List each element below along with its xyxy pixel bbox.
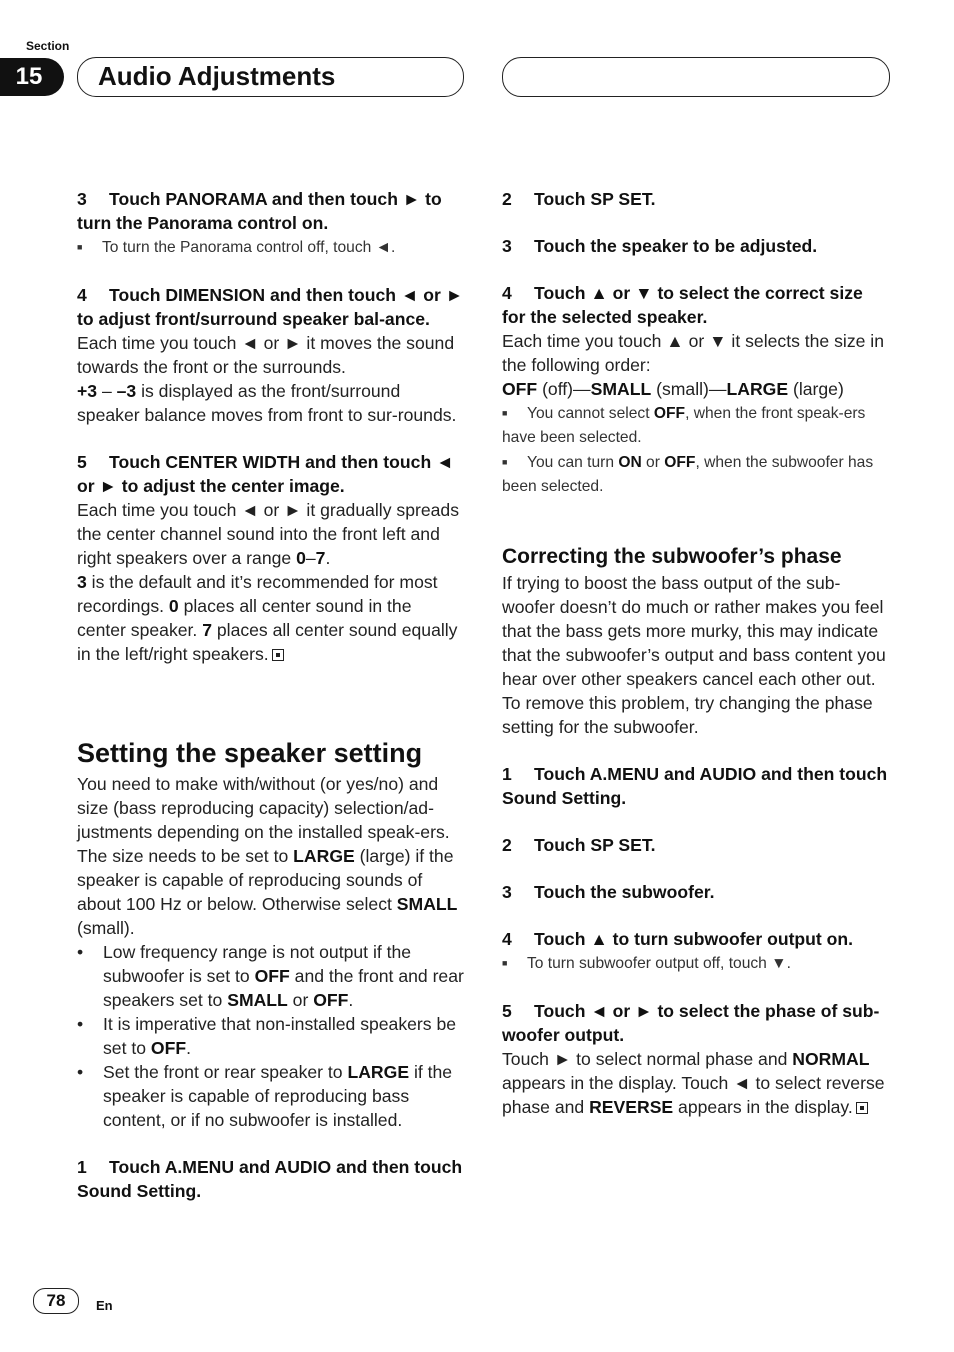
page-number: 78 (33, 1288, 79, 1314)
bullet-non-installed: • It is imperative that non-installed speakers be set to OFF. (77, 1014, 457, 1058)
heading-subwoofer-phase: Correcting the subwoofer’s phase (502, 545, 842, 568)
phase-body: Touch ► to select normal phase and NORMAL appears in the display. Touch ◄ to select reverse phase and REVERSE appears in the display. (502, 1049, 885, 1117)
bullet-set-large: • Set the front or rear speaker to LARGE if the speaker is capable of reproducing bass content, or if no subwoofer is installed. (77, 1062, 453, 1130)
note-panorama-off: ■ To turn the Panorama control off, touch ◄. (77, 239, 396, 256)
note-subwoofer-off: ■ To turn subwoofer output off, touch ▼. (502, 955, 791, 972)
phase-step-2: 2 Touch SP SET. (502, 835, 656, 855)
size-body: Each time you touch ▲ or ▼ it selects the size in the following order: OFF (off)—SMALL (small)—LARGE (large) (502, 331, 884, 399)
section-label: Section (26, 39, 70, 53)
dimension-body: Each time you touch ◄ or ► it moves the sound towards the front or the surrounds. +3 – –3 is displayed as the front/surround speaker balance moves from front to sur-rounds. (77, 333, 457, 425)
center-width-body: Each time you touch ◄ or ► it gradually spreads the center channel sound into the front left and right speakers over a range 0–7. 3 is the default and it’s recommended for most recordings. 0 places all center sound in the center speaker. 7 places all center sound equally in the left/right speakers. (77, 500, 459, 664)
speaker-setting-intro: You need to make with/without (or yes/no) and size (bass reproducing capacity) selection/ad-justments depending on the installed speak-ers. The size needs to be set to LARGE (large) if the speaker is capable of reproducing sounds of about 100 Hz or below. Otherwise select SMALL (small). (77, 774, 458, 938)
phase-step-4: 4 Touch ▲ to turn subwoofer output on. (502, 929, 854, 949)
subwoofer-phase-intro: If trying to boost the bass output of the sub-woofer doesn’t do much or rather makes you feel that the bass gets more murky, this may indicate that the subwoofer’s output and bass content you hear over other speakers cancel each other out. To remove this problem, try changing the phase setting for the subwoofer. (502, 573, 886, 737)
step-1-amenu: 1 Touch A.MENU and AUDIO and then touch Sound Setting. (77, 1157, 463, 1201)
step-2-sp-set: 2 Touch SP SET. (502, 189, 656, 209)
phase-step-3: 3 Touch the subwoofer. (502, 882, 715, 902)
language-code: En (96, 1298, 113, 1313)
step-5-center-width: 5 Touch CENTER WIDTH and then touch ◄ or ► to adjust the center image. (77, 452, 454, 496)
heading-speaker-setting: Setting the speaker setting (77, 738, 423, 768)
step-3-panorama: 3 Touch PANORAMA and then touch ► to turn the Panorama control on. (77, 189, 442, 233)
step-4-size: 4 Touch ▲ or ▼ to select the correct size for the selected speaker. (502, 283, 863, 327)
end-mark-icon (856, 1102, 868, 1114)
right-column (502, 187, 890, 1119)
step-3-speaker: 3 Touch the speaker to be adjusted. (502, 236, 818, 256)
note-cannot-select-off: ■ You cannot select OFF, when the front speak-ers have been selected. (502, 405, 866, 446)
blank-header-frame (502, 57, 890, 97)
phase-step-5: 5 Touch ◄ or ► to select the phase of sub-woofer output. (502, 1001, 880, 1045)
end-mark-icon (272, 649, 284, 661)
section-number-badge: 15 (0, 58, 64, 96)
note-subwoofer-on-off: ■ You can turn ON or OFF, when the subwoofer has been selected. (502, 454, 874, 495)
page-title: Audio Adjustments (98, 61, 336, 91)
phase-step-1: 1 Touch A.MENU and AUDIO and then touch Sound Setting. (502, 764, 888, 808)
step-4-dimension: 4 Touch DIMENSION and then touch ◄ or ► to adjust front/surround speaker bal-ance. (77, 285, 464, 329)
bullet-low-frequency: • Low frequency range is not output if the subwoofer is set to OFF and the front and rear speakers set to SMALL or OFF. (77, 942, 464, 1010)
left-column (77, 187, 465, 1203)
